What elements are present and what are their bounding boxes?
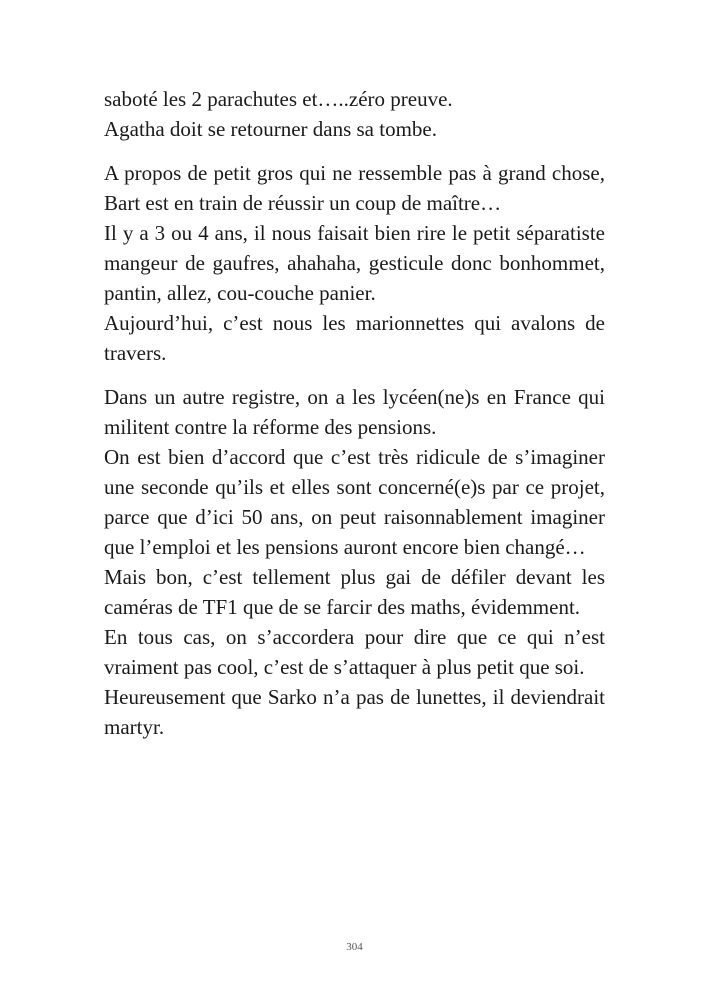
paragraph-8: Mais bon, c’est tellement plus gai de défiler devant les caméras de TF1 que de se farcir des maths, évidemment. [104,565,605,619]
paragraph-10: Heureusement que Sarko n’a pas de lunettes, il deviendrait martyr. [104,685,605,739]
paragraph-gap [104,144,605,158]
paragraph-3: A propos de petit gros qui ne ressemble pas à grand chose, Bart est en train de réussir un coup de maître… [104,161,605,215]
paragraph-6: Dans un autre registre, on a les lycéen(ne)s en France qui militent contre la réforme des pensions. [104,385,605,439]
paragraph-7: On est bien d’accord que c’est très ridicule de s’imaginer une seconde qu’ils et elles sont concerné(e)s par ce projet, parce que d’ici 50 ans, on peut raisonnablement imaginer que l’emploi et les pensions auront encore bien changé… [104,445,605,559]
paragraph-9: En tous cas, on s’accordera pour dire que ce qui n’est vraiment pas cool, c’est de s’attaquer à plus petit que soi. [104,625,605,679]
paragraph-1: saboté les 2 parachutes et…..zéro preuve. [104,87,453,111]
page-number: 304 [346,941,363,953]
body-text [104,84,605,742]
paragraph-4: Il y a 3 ou 4 ans, il nous faisait bien rire le petit séparatiste mangeur de gaufres, ahahaha, gesticule donc bonhommet, pantin, allez, cou-couche panier. [104,221,605,305]
paragraph-5: Aujourd’hui, c’est nous les marionnettes qui avalons de travers. [104,311,605,365]
paragraph-2: Agatha doit se retourner dans sa tombe. [104,117,437,141]
paragraph-gap [104,368,605,382]
